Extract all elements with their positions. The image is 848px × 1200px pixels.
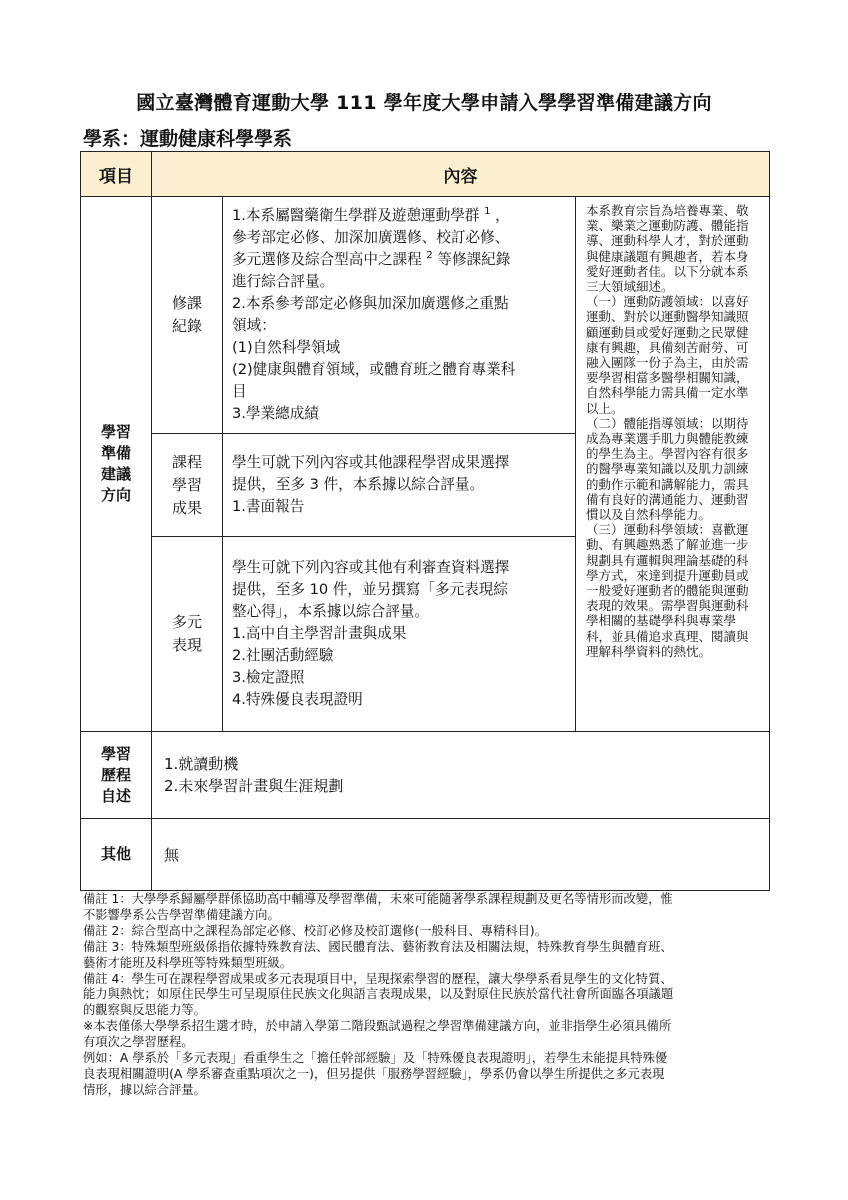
content-line: (2)健康與體育領域，或體育班之體育專業科: [232, 361, 516, 378]
note-line: 情形，據以綜合評量。: [83, 1082, 206, 1097]
content-line: 1.本系屬醫藥衛生學群及遊憩運動學群 $^1$ ，: [232, 206, 510, 224]
note-line: 的觀察與反思能力等。: [83, 1003, 206, 1018]
label-line: 學習: [100, 744, 131, 763]
label-line: 修課: [171, 294, 202, 312]
note-line: 備註 3：特殊類型班級係指依據特殊教育法、國民體育法、藝術教育法及相關法規，特殊教育學生與體育班、: [83, 939, 673, 954]
content-line: 領域：: [232, 317, 276, 334]
content-line: 2.未來學習計畫與生涯規劃: [164, 777, 344, 795]
note-line: 良表現相關證明(A 學系審查重點項次之一)，但另提供「服務學習經驗」，學系仍會以學生所提供之多元表現: [83, 1066, 665, 1081]
content-line: 提供，至多 3 件，本系據以綜合評量。: [232, 476, 485, 493]
course-outcomes-content: [223, 434, 576, 537]
note-line: 藝術才能班及科學班等特殊類型班級。: [83, 955, 293, 970]
table-header-row: [81, 152, 770, 197]
sub-label-diverse-performance: [152, 537, 223, 732]
section-label-other: 其他: [81, 819, 152, 891]
department-description: 本系教育宗旨為培養專業、敬 業、樂業之運動防護、體能指 導、運動科學人才，對於運動 與健康議題有興趣者，若本身 愛好運動者佳。以下分就本系 三大領域細述。 （一）運動防護領域：以喜好 運動、對於以運動醫學知識照 顧運動員或愛好運動之民眾健 康有興趣，具備刻苦耐勞、可 融入團隊一份子為主，由於需 要學習相當多醫學相關知識， 自然科學能力需具備一定水準 以上。 （二）體能指導領域：以期待 成為專業選手肌力與體能教練 的學生為主。學習內容有很多 的醫學專業知識以及肌力訓練 的動作示範和講解能力，需具 備有良好的溝通能力、運動習 慣以及自然科學能力。 （三）運動科學領域：喜歡運 動、有興趣熟悉了解並進一步 規劃具有邏輯與理論基礎的科 學方式，來達到提升運動員或 一般愛好運動者的體能與運動 表現的效果。需學習與運動科 學相關的基礎學科與專業學 科，並具備追求真理、閱讀與 理解科學資料的熱忱。: [576, 197, 770, 732]
diverse-performance-content: [223, 537, 576, 732]
header-content: 內容: [152, 152, 770, 197]
content-line: 3.檢定證照: [232, 669, 305, 686]
sub-label-course-record: [152, 197, 223, 434]
label-line: 紀錄: [171, 317, 202, 335]
content-line: 學生可就下列內容或其他有利審查資料選擇: [232, 559, 510, 576]
label-line: 自述: [100, 786, 131, 805]
portfolio-content: [152, 732, 770, 819]
course-record-content: [223, 197, 576, 434]
table-row: [81, 819, 770, 891]
label-line: 準備: [100, 444, 131, 462]
note-line: 能力與熱忱；如原住民學生可呈現原住民族文化與語言表現成果，以及對原住民族於當代社會所面臨各項議題: [83, 987, 674, 1002]
note-line: 有項次之學習歷程。: [83, 1035, 194, 1050]
content-line: 2.社團活動經驗: [232, 647, 334, 664]
page-title: 國立臺灣體育運動大學 111 學年度大學申請入學學習準備建議方向: [136, 92, 712, 114]
section-label-preparation: [81, 197, 152, 732]
content-line: 3.學業總成績: [232, 405, 319, 422]
sub-label-course-outcomes: [152, 434, 223, 537]
content-line: 1.就讀動機: [164, 755, 239, 773]
table-row: [81, 197, 770, 434]
table-row: [81, 732, 770, 819]
label-line: 表現: [171, 636, 202, 654]
label-line: 課程: [171, 452, 202, 471]
label-line: 學習: [100, 423, 131, 441]
department-heading: 學系：運動健康科學學系: [83, 128, 293, 150]
other-content: 無: [152, 819, 770, 891]
note-line: 例如：A 學系於「多元表現」看重學生之「擔任幹部經驗」及「特殊優良表現證明」，若學生未能提具特殊優: [83, 1051, 668, 1066]
content-line: 提供，至多 10 件，並另撰寫「多元表現綜: [232, 581, 508, 598]
content-line: 參考部定必修、加深加廣選修、校訂必修、: [232, 229, 510, 246]
content-line: 整心得」，本系據以綜合評量。: [232, 603, 430, 620]
label-line: 成果: [171, 498, 202, 517]
content-line: 4.特殊優良表現證明: [232, 691, 363, 708]
note-line: ※本表僅係大學學系招生選才時，於申請入學第二階段甄試過程之學習準備建議方向，並非指學生必須具備所: [83, 1019, 672, 1034]
label-line: 歷程: [100, 765, 131, 784]
note-line: 備註 1：大學學系歸屬學群係協助高中輔導及學習準備，未來可能隨著學系課程規劃及更名等情形而改變，惟: [83, 892, 673, 906]
content-line: 進行綜合評量。: [232, 273, 335, 290]
content-line: 1.高中自主學習計畫與成果: [232, 625, 407, 642]
section-label-portfolio: [81, 732, 152, 819]
label-line: 建議: [100, 465, 131, 483]
content-line: 學生可就下列內容或其他課程學習成果選擇: [232, 454, 510, 471]
header-item: 項目: [81, 152, 152, 197]
label-line: 學習: [171, 475, 202, 494]
guidance-table: [80, 151, 770, 891]
note-line: 備註 4：學生可在課程學習成果或多元表現項目中，呈現探索學習的歷程，讓大學學系看見學生的文化特質、: [83, 971, 673, 986]
footnotes: [83, 892, 773, 1099]
content-line: 2.本系參考部定必修與加深加廣選修之重點: [232, 295, 509, 312]
label-line: 方向: [100, 486, 131, 504]
content-line: (1)自然科學領域: [232, 339, 341, 356]
content-line: 多元選修及綜合型高中之課程 $^2$ 等修課紀錄: [232, 250, 511, 268]
note-line: 不影響學系公告學習準備建議方向。: [83, 907, 280, 922]
note-line: 備註 2：綜合型高中之課程為部定必修、校訂必修及校訂選修(一般科目、專精科目)。: [83, 923, 548, 938]
content-line: 目: [232, 383, 247, 400]
label-line: 多元: [171, 613, 202, 631]
content-line: 1.書面報告: [232, 498, 305, 515]
